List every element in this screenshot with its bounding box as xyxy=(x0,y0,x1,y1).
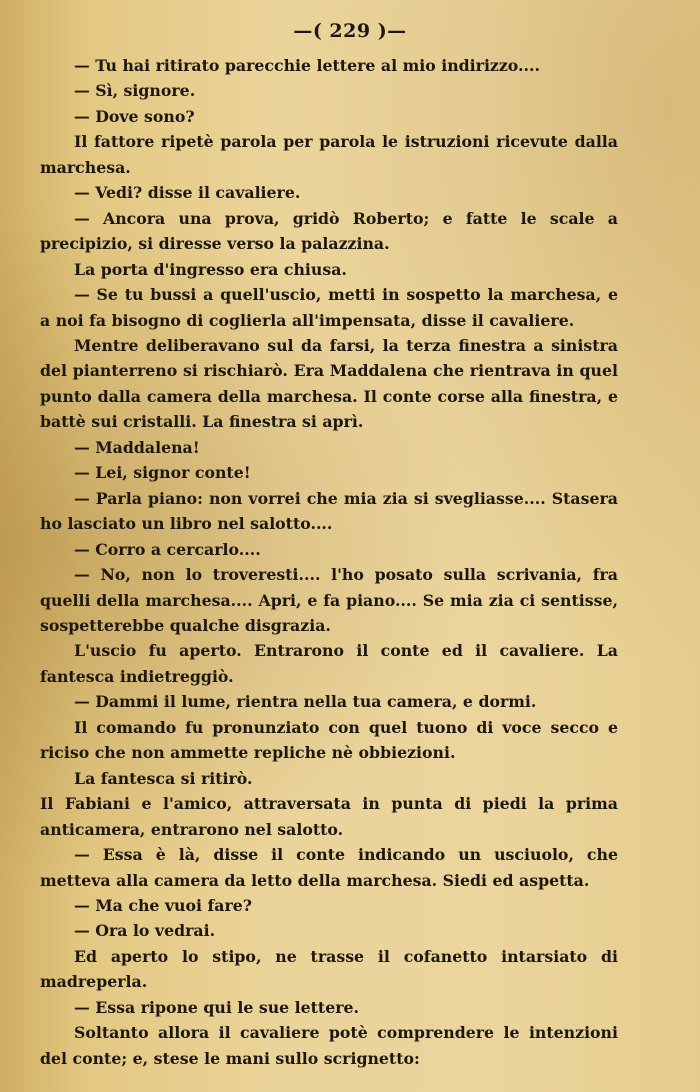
page-number: —( 229 )— xyxy=(293,20,407,42)
paragraph: Mentre deliberavano sul da farsi, la terza finestra a sinistra del pianterreno si rischiarò. Era Maddalena che rientrava in quel punto dalla camera della marchesa. Il conte corse alla finestra, e battè sui cristalli. La finestra si aprì. xyxy=(40,335,618,432)
paragraph: — Ma che vuoi fare? xyxy=(74,895,253,915)
paragraph: — Ancora una prova, gridò Roberto; e fatte le scale a precipizio, si diresse verso la palazzina. xyxy=(40,208,618,254)
paragraph: — Corro a cercarlo.... xyxy=(74,539,261,559)
paragraph: — Dove sono? xyxy=(74,106,195,126)
paragraph: Il comando fu pronunziato con quel tuono di voce secco e riciso che non ammette repliche nè obbiezioni. xyxy=(40,717,618,763)
paragraph: — No, non lo troveresti.... l'ho posato sulla scrivania, fra quelli della marchesa.... Apri, e fa piano.... Se mia zia ci sentisse, sospetterebbe qualche disgrazia. xyxy=(40,565,618,635)
paragraph: — Maddalena! xyxy=(74,437,200,457)
paragraph: La porta d'ingresso era chiusa. xyxy=(74,259,347,279)
paragraph: L'uscio fu aperto. Entrarono il conte ed il cavaliere. La fantesca indietreggiò. xyxy=(40,641,618,686)
paragraph: — Sì, signore. xyxy=(74,81,196,101)
paragraph: La fantesca si ritirò. xyxy=(74,768,253,788)
paragraph: — Dammi il lume, rientra nella tua camera, e dormi. xyxy=(74,692,537,712)
paragraph: Il fattore ripetè parola per parola le istruzioni ricevute dalla marchesa. xyxy=(40,132,618,177)
paragraph: Il Fabiani e l'amico, attraversata in punta di piedi la prima anticamera, entrarono nel salotto. xyxy=(40,794,618,839)
paragraph: — Tu hai ritirato parecchie lettere al mio indirizzo.... xyxy=(74,56,540,75)
paragraph: — Vedi? disse il cavaliere. xyxy=(74,183,301,203)
page-text xyxy=(40,53,618,1071)
paragraph: — Se tu bussi a quell'uscio, metti in sospetto la marchesa, e a noi fa bisogno di coglierla all'impensata, disse il cavaliere. xyxy=(40,285,618,330)
paragraph: — Lei, signor conte! xyxy=(74,463,251,483)
paragraph: Soltanto allora il cavaliere potè comprendere le intenzioni del conte; e, stese le mani sullo scrignetto: xyxy=(40,1023,618,1068)
paragraph: — Essa ripone qui le sue lettere. xyxy=(74,997,360,1017)
paragraph: — Parla piano: non vorrei che mia zia si svegliasse.... Stasera ho lasciato un libro nel salotto.... xyxy=(40,488,618,534)
paragraph: — Essa è là, disse il conte indicando un usciuolo, che metteva alla camera da letto della marchesa. Siedi ed aspetta. xyxy=(40,845,618,890)
paragraph: — Ora lo vedrai. xyxy=(74,921,216,941)
paragraph: Ed aperto lo stipo, ne trasse il cofanetto intarsiato di madreperla. xyxy=(40,946,618,992)
